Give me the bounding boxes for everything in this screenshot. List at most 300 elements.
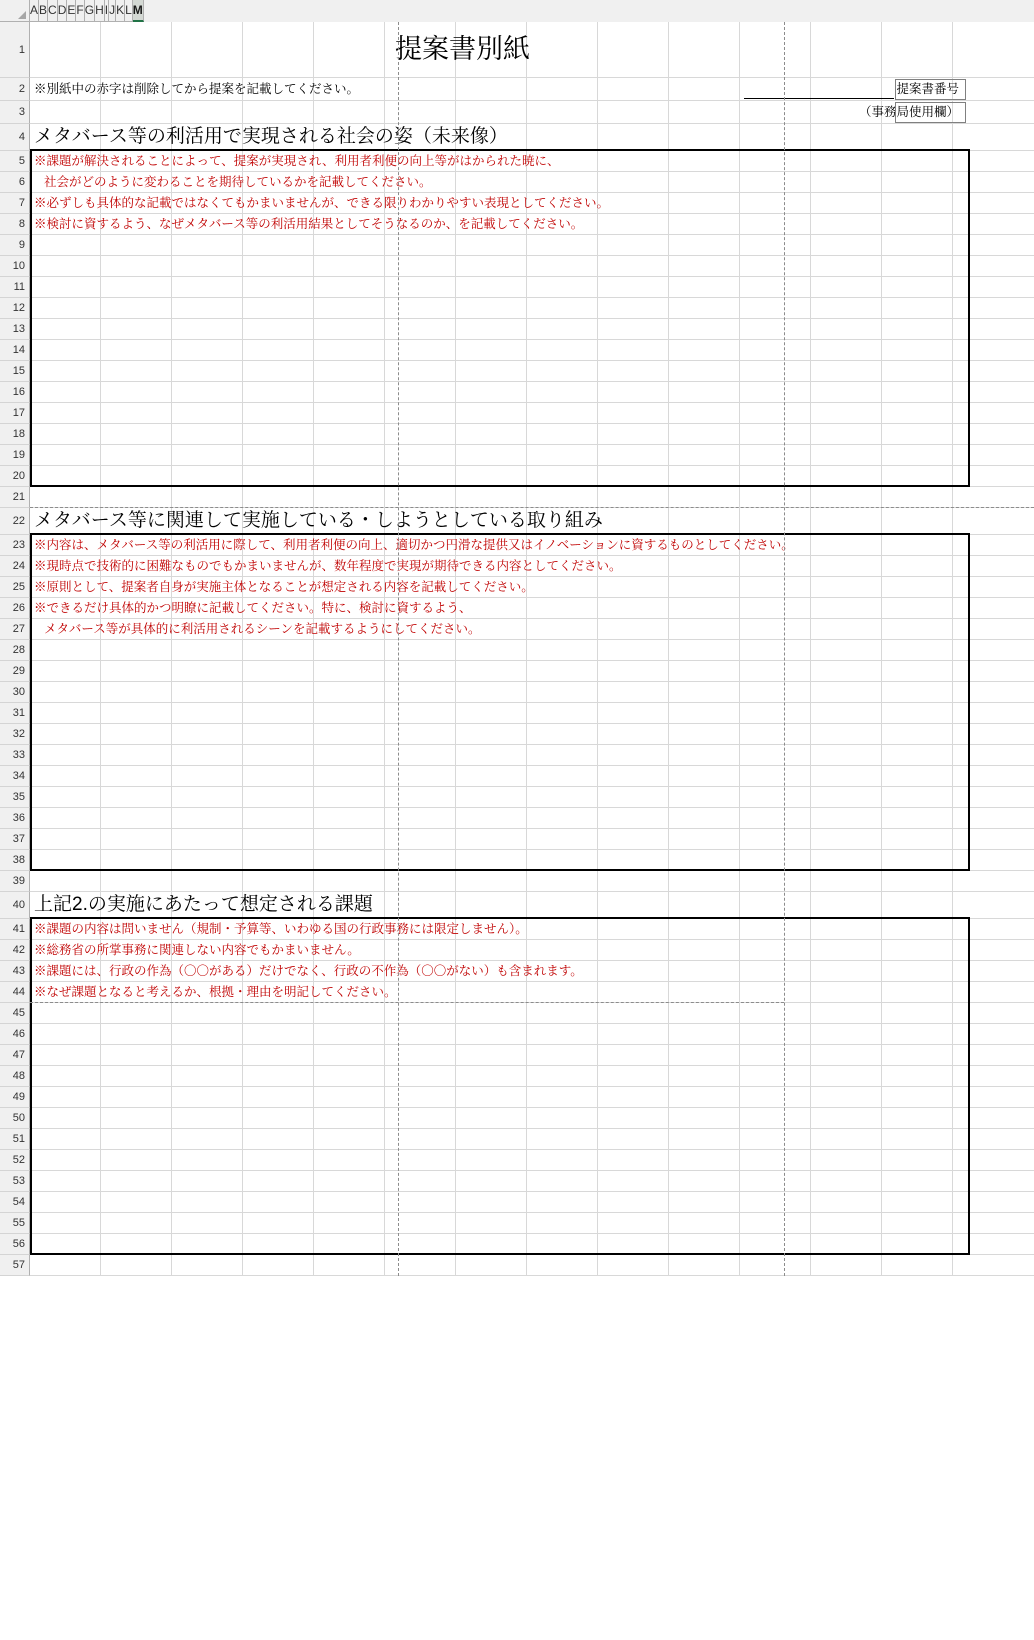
- grid-column-line: [242, 445, 243, 465]
- grid-column-line: [597, 892, 598, 918]
- grid-column-line: [384, 340, 385, 360]
- row-header[interactable]: 40: [0, 892, 30, 919]
- grid-column-line: [881, 598, 882, 618]
- row-header[interactable]: 5: [0, 151, 30, 172]
- grid-column-line: [810, 256, 811, 276]
- grid-column-line: [881, 871, 882, 891]
- grid-column-line: [242, 424, 243, 444]
- grid-row[interactable]: [30, 277, 1034, 298]
- grid-column-line: [384, 871, 385, 891]
- grid-column-line: [526, 892, 527, 918]
- grid-column-line: [881, 487, 882, 507]
- grid-column-line: [100, 256, 101, 276]
- grid-row[interactable]: [30, 340, 1034, 361]
- grid-row[interactable]: [30, 361, 1034, 382]
- column-header-b[interactable]: B: [39, 0, 48, 22]
- grid-column-line: [952, 1066, 953, 1086]
- section1-note-4: ※検討に資するよう、なぜメタバース等の利活用結果としてそうなるのか、を記載してください。: [34, 217, 584, 231]
- row-header[interactable]: 27: [0, 619, 30, 640]
- row-header[interactable]: 23: [0, 535, 30, 556]
- grid-column-line: [668, 151, 669, 171]
- row-header[interactable]: 44: [0, 982, 30, 1003]
- row-header[interactable]: 18: [0, 424, 30, 445]
- grid-column-line: [313, 829, 314, 849]
- grid-column-line: [952, 1087, 953, 1107]
- grid-column-line: [384, 724, 385, 744]
- grid-column-line: [455, 403, 456, 423]
- grid-column-line: [526, 340, 527, 360]
- grid-column-line: [171, 1024, 172, 1044]
- grid-row[interactable]: [30, 724, 1034, 745]
- grid-row[interactable]: [30, 466, 1034, 487]
- grid-column-line: [952, 361, 953, 381]
- grid-column-line: [668, 298, 669, 318]
- grid-row[interactable]: [30, 850, 1034, 871]
- row-header[interactable]: 17: [0, 403, 30, 424]
- grid-column-line: [739, 919, 740, 939]
- proposal-number-label: 提案書番号: [896, 82, 959, 96]
- grid-column-line: [455, 1150, 456, 1170]
- column-header-c[interactable]: C: [48, 0, 58, 22]
- row-header[interactable]: 39: [0, 871, 30, 892]
- section1-right-border: [968, 151, 970, 487]
- grid-row[interactable]: [30, 787, 1034, 808]
- grid-column-line: [171, 640, 172, 660]
- grid-row[interactable]: [30, 1150, 1034, 1171]
- grid-column-line: [384, 745, 385, 765]
- row-header[interactable]: 9: [0, 235, 30, 256]
- grid-column-line: [952, 661, 953, 681]
- row-header[interactable]: 45: [0, 1003, 30, 1024]
- grid-row[interactable]: [30, 766, 1034, 787]
- grid-column-line: [668, 919, 669, 939]
- grid-column-line: [384, 361, 385, 381]
- grid-column-line: [810, 1234, 811, 1254]
- grid-row[interactable]: [30, 871, 1034, 892]
- grid-column-line: [384, 850, 385, 870]
- grid-row[interactable]: [30, 22, 1034, 78]
- grid-column-line: [810, 361, 811, 381]
- grid-column-line: [313, 661, 314, 681]
- row-header[interactable]: 42: [0, 940, 30, 961]
- row-header[interactable]: 33: [0, 745, 30, 766]
- row-header[interactable]: 24: [0, 556, 30, 577]
- row-header[interactable]: 30: [0, 682, 30, 703]
- row-header[interactable]: 25: [0, 577, 30, 598]
- grid-row[interactable]: [30, 1171, 1034, 1192]
- grid-column-line: [668, 193, 669, 213]
- grid-column-line: [597, 703, 598, 723]
- grid-row[interactable]: [30, 424, 1034, 445]
- row-header[interactable]: 41: [0, 919, 30, 940]
- row-header[interactable]: 10: [0, 256, 30, 277]
- grid-area[interactable]: [30, 22, 1034, 1640]
- grid-column-line: [952, 1045, 953, 1065]
- grid-column-line: [171, 256, 172, 276]
- grid-column-line: [668, 724, 669, 744]
- grid-column-line: [952, 619, 953, 639]
- grid-column-line: [597, 1066, 598, 1086]
- grid-column-line: [952, 982, 953, 1002]
- row-header[interactable]: 38: [0, 850, 30, 871]
- grid-column-line: [384, 256, 385, 276]
- grid-row[interactable]: [30, 1003, 1034, 1024]
- column-header-j[interactable]: J: [109, 0, 116, 22]
- row-header-column: [0, 22, 30, 1276]
- row-header[interactable]: 49: [0, 1087, 30, 1108]
- grid-column-line: [739, 101, 740, 123]
- grid-column-line: [526, 124, 527, 150]
- select-all-button[interactable]: [0, 0, 30, 22]
- grid-column-line: [313, 850, 314, 870]
- grid-column-line: [739, 982, 740, 1002]
- column-header-i[interactable]: I: [105, 0, 109, 22]
- grid-row[interactable]: [30, 1234, 1034, 1255]
- grid-row[interactable]: [30, 745, 1034, 766]
- row-header[interactable]: 36: [0, 808, 30, 829]
- row-header[interactable]: 7: [0, 193, 30, 214]
- grid-column-line: [952, 1129, 953, 1149]
- grid-column-line: [668, 598, 669, 618]
- grid-column-line: [881, 424, 882, 444]
- row-header[interactable]: 8: [0, 214, 30, 235]
- grid-column-line: [881, 382, 882, 402]
- row-header[interactable]: 37: [0, 829, 30, 850]
- row-header[interactable]: 13: [0, 319, 30, 340]
- grid-row[interactable]: [30, 640, 1034, 661]
- row-header[interactable]: 28: [0, 640, 30, 661]
- grid-column-line: [952, 556, 953, 576]
- grid-column-line: [526, 445, 527, 465]
- row-header[interactable]: 48: [0, 1066, 30, 1087]
- row-header[interactable]: 51: [0, 1129, 30, 1150]
- row-header[interactable]: 55: [0, 1213, 30, 1234]
- grid-column-line: [952, 277, 953, 297]
- row-header[interactable]: 22: [0, 508, 30, 535]
- grid-column-line: [810, 1003, 811, 1023]
- row-header[interactable]: 47: [0, 1045, 30, 1066]
- page-break-vertical-1: [398, 22, 399, 1276]
- grid-column-line: [668, 78, 669, 100]
- grid-column-line: [597, 172, 598, 192]
- row-header[interactable]: 29: [0, 661, 30, 682]
- grid-column-line: [384, 466, 385, 486]
- grid-column-line: [597, 1129, 598, 1149]
- grid-column-line: [881, 1087, 882, 1107]
- grid-column-line: [810, 682, 811, 702]
- row-header[interactable]: 32: [0, 724, 30, 745]
- grid-column-line: [739, 361, 740, 381]
- grid-row[interactable]: [30, 808, 1034, 829]
- section2-left-border: [30, 535, 32, 871]
- grid-row[interactable]: [30, 445, 1034, 466]
- office-use-input[interactable]: [895, 102, 966, 123]
- grid-row[interactable]: [30, 829, 1034, 850]
- section3-note-2: ※総務省の所掌事務に関連しない内容でもかまいません。: [34, 943, 360, 957]
- grid-column-line: [881, 172, 882, 192]
- grid-column-line: [171, 1255, 172, 1275]
- row-header[interactable]: 14: [0, 340, 30, 361]
- grid-column-line: [668, 619, 669, 639]
- grid-row[interactable]: [30, 682, 1034, 703]
- grid-column-line: [597, 982, 598, 1002]
- column-header-h[interactable]: H: [95, 0, 105, 22]
- grid-row[interactable]: [30, 1024, 1034, 1045]
- row-header[interactable]: 12: [0, 298, 30, 319]
- grid-column-line: [668, 871, 669, 891]
- grid-column-line: [739, 487, 740, 507]
- section3-note-1: ※課題の内容は問いません（規制・予算等、いわゆる国の行政事務には限定しません）。: [34, 922, 528, 936]
- grid-row[interactable]: [30, 256, 1034, 277]
- grid-row[interactable]: [30, 1213, 1034, 1234]
- section2-heading: メタバース等に関連して実施している・しようとしている取り組み: [34, 510, 603, 531]
- delete-red-text-note: ※別紙中の赤字は削除してから提案を記載してください。: [34, 82, 360, 96]
- row-header[interactable]: 19: [0, 445, 30, 466]
- grid-column-line: [881, 445, 882, 465]
- grid-column-line: [881, 766, 882, 786]
- grid-column-line: [242, 1129, 243, 1149]
- row-header[interactable]: 16: [0, 382, 30, 403]
- grid-column-line: [313, 1129, 314, 1149]
- grid-column-line: [100, 787, 101, 807]
- row-header[interactable]: 46: [0, 1024, 30, 1045]
- grid-column-line: [881, 961, 882, 981]
- grid-column-line: [881, 403, 882, 423]
- grid-row[interactable]: [30, 298, 1034, 319]
- grid-column-line: [668, 508, 669, 534]
- grid-column-line: [100, 319, 101, 339]
- grid-row[interactable]: [30, 235, 1034, 256]
- grid-column-line: [100, 1024, 101, 1044]
- column-header-a[interactable]: A: [30, 0, 39, 22]
- grid-column-line: [242, 298, 243, 318]
- grid-column-line: [597, 403, 598, 423]
- grid-column-line: [881, 1234, 882, 1254]
- grid-column-line: [739, 1150, 740, 1170]
- grid-column-line: [668, 382, 669, 402]
- grid-column-line: [242, 466, 243, 486]
- grid-column-line: [668, 850, 669, 870]
- row-header[interactable]: 15: [0, 361, 30, 382]
- row-header[interactable]: 20: [0, 466, 30, 487]
- row-header[interactable]: 53: [0, 1171, 30, 1192]
- grid-column-line: [739, 892, 740, 918]
- grid-column-line: [100, 403, 101, 423]
- grid-column-line: [668, 1003, 669, 1023]
- grid-column-line: [739, 1066, 740, 1086]
- grid-column-line: [668, 1234, 669, 1254]
- column-header-d[interactable]: D: [58, 0, 68, 22]
- grid-column-line: [952, 1192, 953, 1212]
- grid-column-line: [455, 101, 456, 123]
- grid-column-line: [384, 382, 385, 402]
- grid-column-line: [242, 766, 243, 786]
- grid-column-line: [100, 1108, 101, 1128]
- column-header-k[interactable]: K: [116, 0, 125, 22]
- grid-row[interactable]: [30, 487, 1034, 508]
- grid-column-line: [739, 682, 740, 702]
- row-header[interactable]: 56: [0, 1234, 30, 1255]
- grid-column-line: [526, 487, 527, 507]
- grid-column-line: [668, 235, 669, 255]
- grid-column-line: [455, 298, 456, 318]
- grid-column-line: [668, 940, 669, 960]
- grid-column-line: [597, 424, 598, 444]
- grid-column-line: [668, 361, 669, 381]
- grid-column-line: [100, 1003, 101, 1023]
- grid-column-line: [455, 703, 456, 723]
- grid-row[interactable]: [30, 319, 1034, 340]
- grid-column-line: [739, 193, 740, 213]
- grid-column-line: [526, 1087, 527, 1107]
- grid-column-line: [526, 703, 527, 723]
- grid-column-line: [313, 808, 314, 828]
- grid-column-line: [384, 235, 385, 255]
- grid-column-line: [810, 101, 811, 123]
- grid-column-line: [384, 277, 385, 297]
- section1-bottom-border: [30, 485, 970, 487]
- grid-row[interactable]: [30, 1192, 1034, 1213]
- grid-column-line: [171, 101, 172, 123]
- grid-column-line: [881, 466, 882, 486]
- grid-column-line: [171, 661, 172, 681]
- grid-column-line: [881, 703, 882, 723]
- grid-column-line: [881, 619, 882, 639]
- grid-column-line: [952, 850, 953, 870]
- grid-column-line: [810, 1066, 811, 1086]
- row-header[interactable]: 3: [0, 101, 30, 124]
- row-header[interactable]: 4: [0, 124, 30, 151]
- grid-column-line: [597, 1087, 598, 1107]
- grid-row[interactable]: [30, 1087, 1034, 1108]
- grid-column-line: [100, 661, 101, 681]
- grid-column-line: [952, 1024, 953, 1044]
- grid-column-line: [526, 640, 527, 660]
- column-header-m[interactable]: M: [133, 0, 144, 22]
- column-header-l[interactable]: L: [125, 0, 133, 22]
- section2-note-1: ※内容は、メタバース等の利活用に際して、利用者利便の向上、適切かつ円滑な提供又はイノベーションに資するものとしてください。: [34, 538, 794, 552]
- grid-column-line: [171, 871, 172, 891]
- grid-row[interactable]: [30, 703, 1034, 724]
- grid-column-line: [881, 1066, 882, 1086]
- grid-column-line: [455, 871, 456, 891]
- grid-column-line: [171, 424, 172, 444]
- grid-column-line: [597, 724, 598, 744]
- grid-column-line: [526, 829, 527, 849]
- row-header[interactable]: 35: [0, 787, 30, 808]
- column-header-f[interactable]: F: [76, 0, 84, 22]
- grid-column-line: [810, 151, 811, 171]
- grid-row[interactable]: [30, 1045, 1034, 1066]
- grid-column-line: [668, 1150, 669, 1170]
- grid-column-line: [526, 1108, 527, 1128]
- grid-column-line: [526, 235, 527, 255]
- grid-column-line: [739, 808, 740, 828]
- grid-column-line: [384, 808, 385, 828]
- row-header[interactable]: 6: [0, 172, 30, 193]
- page-break-horizontal-2: [30, 1002, 784, 1003]
- grid-column-line: [100, 640, 101, 660]
- grid-column-line: [242, 1024, 243, 1044]
- row-header[interactable]: 43: [0, 961, 30, 982]
- proposal-number-input[interactable]: [895, 79, 966, 100]
- grid-column-line: [597, 619, 598, 639]
- grid-column-line: [668, 403, 669, 423]
- grid-column-line: [171, 787, 172, 807]
- grid-column-line: [810, 466, 811, 486]
- grid-column-line: [668, 1024, 669, 1044]
- row-header[interactable]: 2: [0, 78, 30, 101]
- grid-column-line: [597, 940, 598, 960]
- grid-column-line: [810, 982, 811, 1002]
- row-header[interactable]: 57: [0, 1255, 30, 1276]
- row-header[interactable]: 11: [0, 277, 30, 298]
- grid-column-line: [810, 340, 811, 360]
- grid-row[interactable]: [30, 661, 1034, 682]
- grid-column-line: [171, 703, 172, 723]
- grid-row[interactable]: [30, 1255, 1034, 1276]
- grid-column-line: [313, 340, 314, 360]
- grid-column-line: [526, 1024, 527, 1044]
- grid-column-line: [668, 1255, 669, 1275]
- row-header[interactable]: 50: [0, 1108, 30, 1129]
- grid-row[interactable]: [30, 403, 1034, 424]
- grid-column-line: [881, 124, 882, 150]
- grid-column-line: [952, 640, 953, 660]
- column-header-row: [0, 0, 1034, 22]
- grid-column-line: [597, 919, 598, 939]
- grid-column-line: [526, 466, 527, 486]
- grid-column-line: [597, 766, 598, 786]
- grid-row[interactable]: [30, 382, 1034, 403]
- grid-column-line: [881, 1024, 882, 1044]
- grid-column-line: [952, 508, 953, 534]
- grid-row[interactable]: [30, 1129, 1034, 1150]
- row-header[interactable]: 31: [0, 703, 30, 724]
- grid-column-line: [668, 661, 669, 681]
- row-header[interactable]: 26: [0, 598, 30, 619]
- grid-column-line: [384, 940, 385, 960]
- grid-column-line: [881, 1150, 882, 1170]
- row-header[interactable]: 21: [0, 487, 30, 508]
- grid-column-line: [100, 703, 101, 723]
- grid-column-line: [526, 1129, 527, 1149]
- grid-column-line: [171, 1087, 172, 1107]
- row-header[interactable]: 1: [0, 22, 30, 78]
- grid-column-line: [881, 508, 882, 534]
- column-header-g[interactable]: G: [85, 0, 95, 22]
- grid-column-line: [100, 1087, 101, 1107]
- grid-column-line: [313, 319, 314, 339]
- grid-row[interactable]: [30, 1066, 1034, 1087]
- row-header[interactable]: 54: [0, 1192, 30, 1213]
- grid-column-line: [171, 808, 172, 828]
- grid-column-line: [313, 724, 314, 744]
- grid-column-line: [313, 22, 314, 77]
- grid-column-line: [526, 661, 527, 681]
- row-header[interactable]: 52: [0, 1150, 30, 1171]
- grid-column-line: [171, 340, 172, 360]
- grid-column-line: [739, 787, 740, 807]
- grid-column-line: [810, 850, 811, 870]
- grid-column-line: [881, 1171, 882, 1191]
- grid-column-line: [597, 487, 598, 507]
- row-header[interactable]: 34: [0, 766, 30, 787]
- grid-column-line: [384, 766, 385, 786]
- grid-row[interactable]: [30, 1108, 1034, 1129]
- grid-column-line: [384, 319, 385, 339]
- column-header-e[interactable]: E: [67, 0, 76, 22]
